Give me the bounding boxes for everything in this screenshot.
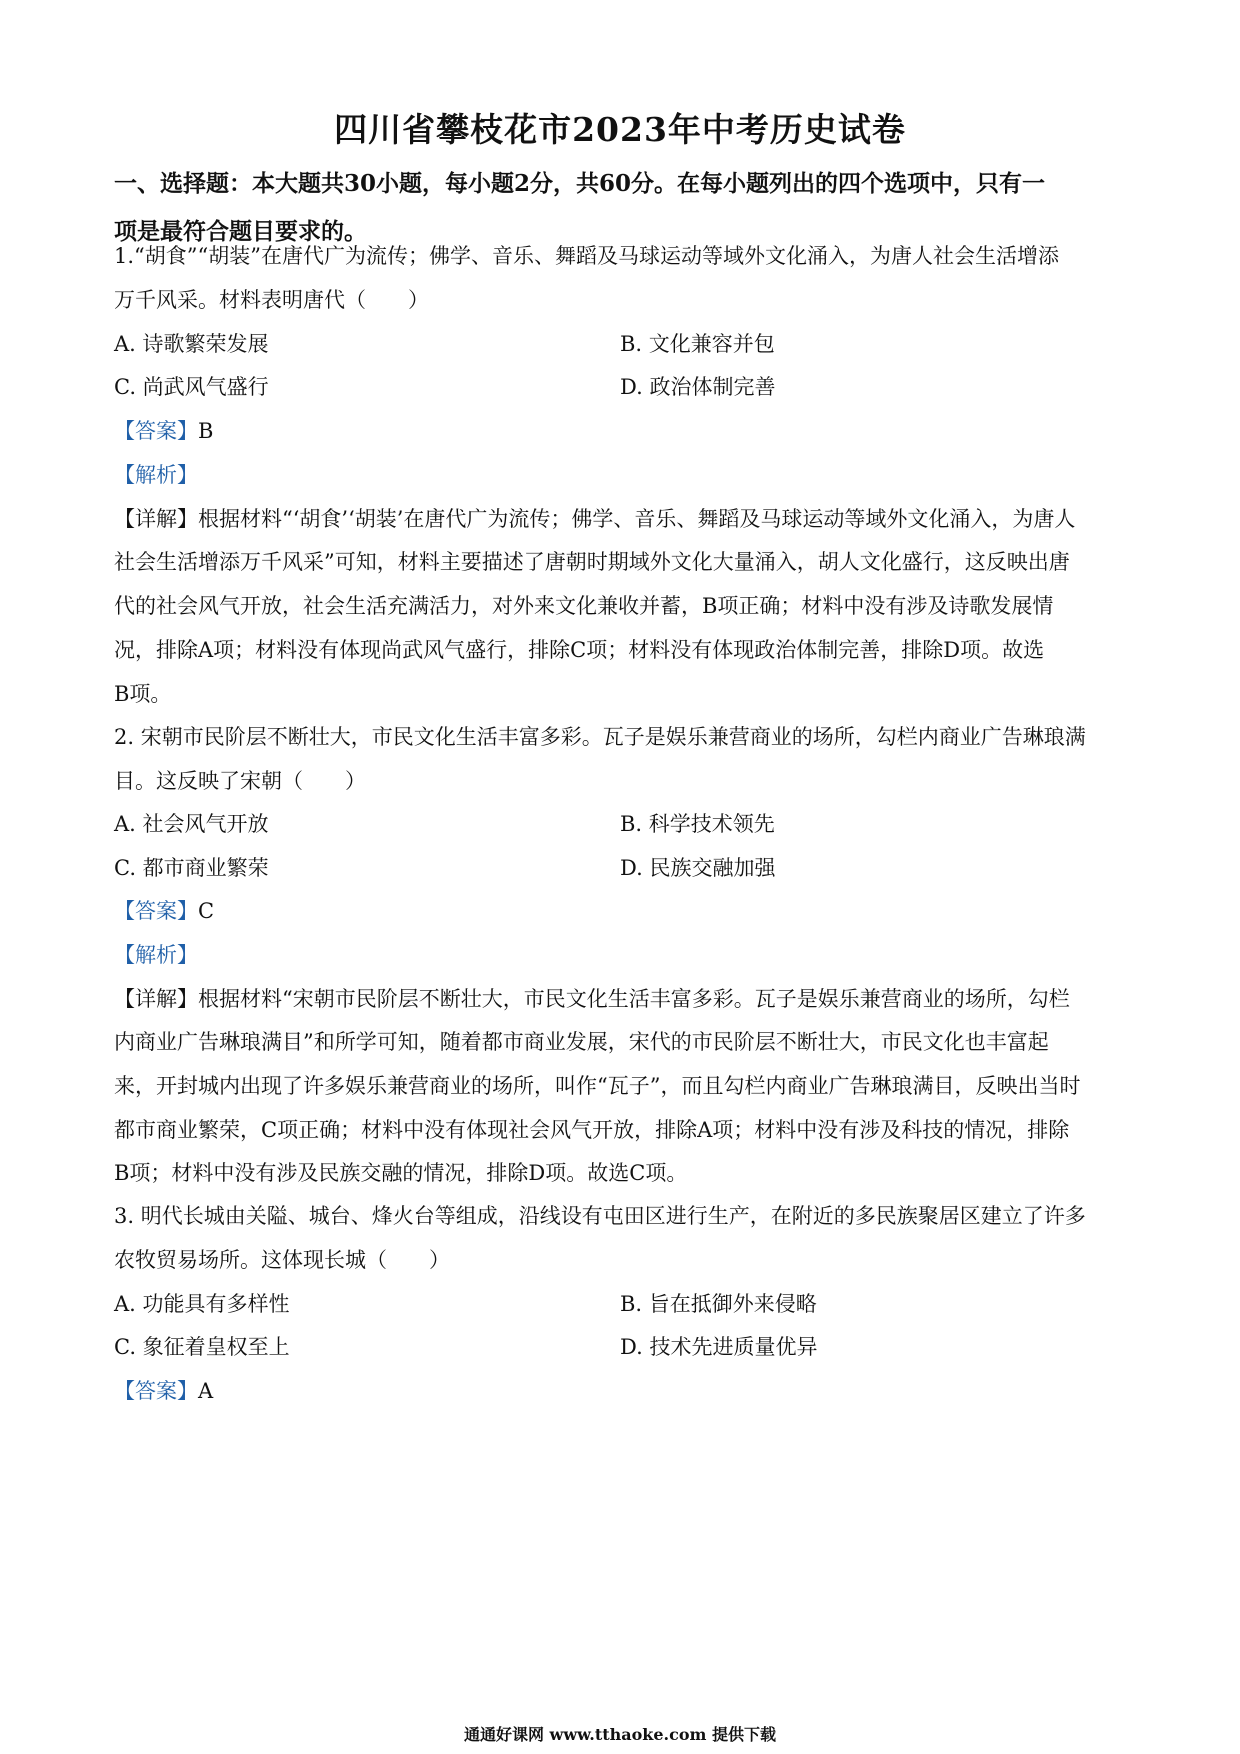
detail-text: 根据材料“‘胡食’‘胡装’在唐代广为流传；佛学、音乐、舞蹈及马球运动等域外文化涌入，为唐人 (198, 507, 1076, 531)
q3-option-d: D. 技术先进质量优异 (620, 1335, 818, 1359)
q3-stem-line-2: 农牧贸易场所。这体现长城（ ） (114, 1248, 450, 1272)
q2-option-a: A. 社会风气开放 (114, 812, 269, 836)
q1-answer (114, 415, 213, 445)
q2-answer (114, 895, 214, 925)
q2-detail-line-4: 都市商业繁荣，C项正确；材料中没有体现社会风气开放，排除A项；材料中没有涉及科技的情况，排除 (114, 1118, 1070, 1142)
q2-detail-line-1 (114, 983, 1070, 1013)
detail-text: 根据材料“宋朝市民阶层不断壮大，市民文化生活丰富多彩。瓦子是娱乐兼营商业的场所，勾栏 (198, 987, 1070, 1011)
q2-detail-line-3: 来，开封城内出现了许多娱乐兼营商业的场所，叫作“瓦子”，而且勾栏内商业广告琳琅满目，反映出当时 (114, 1074, 1081, 1098)
answer-value: A (198, 1379, 214, 1403)
section-heading-line-2: 项是最符合题目要求的。 (114, 218, 367, 245)
q2-detail-line-5: B项；材料中没有涉及民族交融的情况，排除D项。故选C项。 (114, 1161, 688, 1185)
q2-option-b: B. 科学技术领先 (620, 812, 775, 836)
detail-tag: 【详解】 (114, 507, 198, 531)
q2-stem-line-2: 目。这反映了宋朝（ ） (114, 769, 366, 793)
q1-option-c: C. 尚武风气盛行 (114, 375, 269, 399)
q1-stem-line-1: 1.“胡食”“胡装”在唐代广为流传；佛学、音乐、舞蹈及马球运动等域外文化涌入，为唐人社会生活增添 (114, 244, 1059, 268)
q1-option-a: A. 诗歌繁荣发展 (114, 332, 269, 356)
q3-option-b: B. 旨在抵御外来侵略 (620, 1292, 817, 1316)
q1-detail-line-4: 况，排除A项；材料没有体现尚武风气盛行，排除C项；材料没有体现政治体制完善，排除D项。故选 (114, 638, 1045, 662)
q2-option-d: D. 民族交融加强 (620, 856, 776, 880)
answer-value: B (198, 419, 214, 443)
footer-credit: 通通好课网 www.tthaoke.com 提供下载 (463, 1725, 777, 1744)
q1-analysis-tag: 【解析】 (114, 463, 198, 487)
q3-option-a: A. 功能具有多样性 (114, 1292, 290, 1316)
q1-detail-line-2: 社会生活增添万千风采”可知，材料主要描述了唐朝时期域外文化大量涌入，胡人文化盛行，这反映出唐 (114, 550, 1070, 574)
q2-analysis-tag: 【解析】 (114, 943, 198, 967)
q2-stem-line-1: 2. 宋朝市民阶层不断壮大，市民文化生活丰富多彩。瓦子是娱乐兼营商业的场所，勾栏内商业广告琳琅满 (114, 725, 1086, 749)
detail-tag: 【详解】 (114, 987, 198, 1011)
q3-answer (114, 1375, 213, 1405)
q3-stem-line-1: 3. 明代长城由关隘、城台、烽火台等组成，沿线设有屯田区进行生产，在附近的多民族聚居区建立了许多 (114, 1204, 1086, 1228)
q1-detail-line-1 (114, 503, 1075, 533)
q1-option-b: B. 文化兼容并包 (620, 332, 775, 356)
section-heading-line-1: 一、选择题：本大题共30小题，每小题2分，共60分。在每小题列出的四个选项中，只有一 (114, 170, 1046, 197)
q3-option-c: C. 象征着皇权至上 (114, 1335, 290, 1359)
q1-detail-line-3: 代的社会风气开放，社会生活充满活力，对外来文化兼收并蓄，B项正确；材料中没有涉及诗歌发展情 (114, 594, 1054, 618)
q1-option-d: D. 政治体制完善 (620, 375, 776, 399)
q2-detail-line-2: 内商业广告琳琅满目”和所学可知，随着都市商业发展，宋代的市民阶层不断壮大，市民文化也丰富起 (114, 1030, 1049, 1054)
answer-tag: 【答案】 (114, 419, 198, 443)
page-title: 四川省攀枝花市2023年中考历史试卷 (334, 110, 906, 149)
q1-detail-line-5: B项。 (114, 682, 172, 706)
answer-value: C (198, 899, 215, 923)
answer-tag: 【答案】 (114, 899, 198, 923)
q2-option-c: C. 都市商业繁荣 (114, 856, 269, 880)
answer-tag: 【答案】 (114, 1379, 198, 1403)
q1-stem-line-2: 万千风采。材料表明唐代（ ） (114, 288, 429, 312)
